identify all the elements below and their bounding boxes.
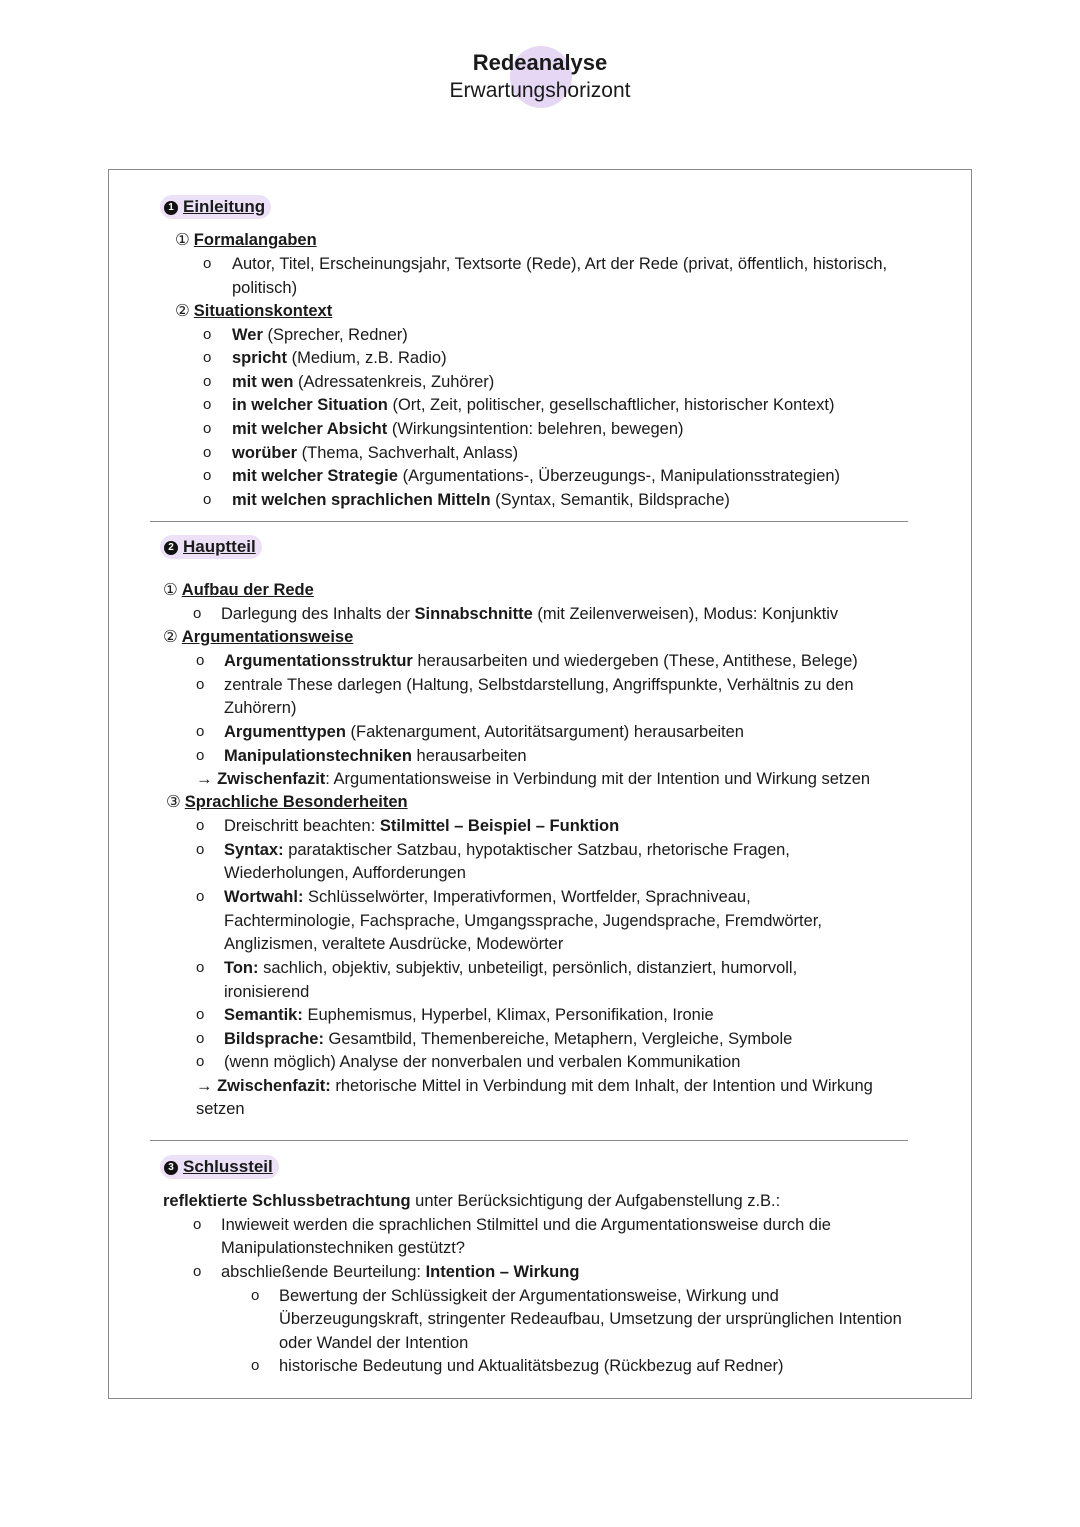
section-divider	[150, 521, 908, 522]
page-title: Redeanalyse	[472, 50, 608, 75]
nested-list-item: historische Bedeutung und Aktualitätsbezug (Rückbezug auf Redner)	[279, 1357, 784, 1375]
list-item-continuation: politisch)	[232, 279, 298, 297]
list-item-continuation: Manipulationstechniken gestützt?	[221, 1239, 465, 1257]
page-subtitle: Erwartungshorizont	[449, 79, 631, 102]
bullet-marker: o	[196, 1006, 205, 1023]
list-item-continuation: ironisierend	[224, 983, 310, 1001]
list-item: Autor, Titel, Erscheinungsjahr, Textsorte (Rede), Art der Rede (privat, öffentlich, historisch,	[232, 255, 888, 273]
bullet-marker: o	[203, 326, 212, 343]
sub-heading-argumentationsweise: ② Argumentationsweise	[163, 628, 354, 646]
sub-heading-formalangaben: ① Formalangaben	[175, 231, 317, 249]
bullet-marker: o	[196, 723, 205, 740]
list-item-continuation: Wiederholungen, Aufforderungen	[224, 864, 466, 882]
bullet-marker: o	[203, 255, 212, 272]
bullet-marker: o	[196, 888, 205, 905]
bullet-marker: o	[196, 841, 205, 858]
list-item: zentrale These darlegen (Haltung, Selbstdarstellung, Angriffspunkte, Verhältnis zu den	[224, 676, 854, 694]
list-item: spricht (Medium, z.B. Radio)	[232, 349, 447, 367]
bullet-marker: o	[203, 444, 212, 461]
list-item: mit welcher Strategie (Argumentations-, Überzeugungs-, Manipulationsstrategien)	[232, 467, 841, 485]
bullet-marker: o	[251, 1287, 260, 1304]
list-item: Semantik: Euphemismus, Hyperbel, Klimax, Personifikation, Ironie	[224, 1006, 714, 1024]
list-item: Syntax: parataktischer Satzbau, hypotaktischer Satzbau, rhetorische Fragen,	[224, 841, 790, 859]
zwischenfazit-continuation: setzen	[196, 1100, 245, 1118]
bullet-marker: o	[203, 373, 212, 390]
list-item: Wer (Sprecher, Redner)	[232, 326, 408, 344]
bullet-marker: o	[203, 467, 212, 484]
list-item: in welcher Situation (Ort, Zeit, politischer, gesellschaftlicher, historischer Kontext)	[232, 396, 835, 414]
list-item: abschließende Beurteilung: Intention – Wirkung	[221, 1263, 580, 1281]
bullet-marker: o	[193, 605, 202, 622]
bullet-marker: o	[203, 420, 212, 437]
list-item: mit welcher Absicht (Wirkungsintention: belehren, bewegen)	[232, 420, 684, 438]
section-label: Schlussteil	[183, 1157, 273, 1176]
sub-heading-sprachliche-besonderheiten: ③ Sprachliche Besonderheiten	[166, 793, 408, 811]
section-heading-einleitung	[160, 195, 271, 219]
section-number-badge: 3	[164, 1161, 178, 1175]
list-item: Manipulationstechniken herausarbeiten	[224, 747, 527, 765]
list-item: Argumentationsstruktur herausarbeiten und wiedergeben (These, Antithese, Belege)	[224, 652, 858, 670]
list-item-continuation: Fachterminologie, Fachsprache, Umgangssprache, Jugendsprache, Fremdwörter,	[224, 912, 822, 930]
bullet-marker: o	[193, 1263, 202, 1280]
bullet-marker: o	[203, 491, 212, 508]
list-item: mit wen (Adressatenkreis, Zuhörer)	[232, 373, 495, 391]
list-item: Ton: sachlich, objektiv, subjektiv, unbeteiligt, persönlich, distanziert, humorvoll,	[224, 959, 798, 977]
zwischenfazit: → Zwischenfazit: rhetorische Mittel in Verbindung mit dem Inhalt, der Intention und Wirkung	[196, 1077, 873, 1095]
nested-list-item-continuation: oder Wandel der Intention	[279, 1334, 469, 1352]
section-label: Hauptteil	[183, 537, 256, 556]
list-item: Inwieweit werden die sprachlichen Stilmittel und die Argumentationsweise durch die	[221, 1216, 831, 1234]
section-number-badge: 1	[164, 201, 178, 215]
bullet-marker: o	[196, 652, 205, 669]
nested-list-item-continuation: Überzeugungskraft, stringenter Redeaufbau, Umsetzung der ursprünglichen Intention	[279, 1310, 902, 1328]
bullet-marker: o	[196, 1053, 205, 1070]
list-item-continuation: Anglizismen, veraltete Ausdrücke, Modewörter	[224, 935, 564, 953]
bullet-marker: o	[193, 1216, 202, 1233]
section-number-badge: 2	[164, 541, 178, 555]
arrow-right-icon: →	[196, 770, 213, 788]
list-item-continuation: Zuhörern)	[224, 699, 297, 717]
list-item: Bildsprache: Gesamtbild, Themenbereiche, Metaphern, Vergleiche, Symbole	[224, 1030, 793, 1048]
bullet-marker: o	[203, 396, 212, 413]
sub-heading-situationskontext: ② Situationskontext	[175, 302, 333, 320]
bullet-marker: o	[196, 959, 205, 976]
list-item: Argumenttypen (Faktenargument, Autoritätsargument) herausarbeiten	[224, 723, 744, 741]
section-label: Einleitung	[183, 197, 266, 216]
bullet-marker: o	[196, 817, 205, 834]
section-divider	[150, 1140, 908, 1141]
bullet-marker: o	[196, 747, 205, 764]
list-item: Wortwahl: Schlüsselwörter, Imperativformen, Wortfelder, Sprachniveau,	[224, 888, 751, 906]
section-heading-hauptteil	[160, 535, 262, 559]
arrow-right-icon: →	[196, 1077, 213, 1095]
nested-list-item: Bewertung der Schlüssigkeit der Argumentationsweise, Wirkung und	[279, 1287, 779, 1305]
list-item: (wenn möglich) Analyse der nonverbalen und verbalen Kommunikation	[224, 1053, 741, 1071]
sub-heading-aufbau: ① Aufbau der Rede	[163, 581, 314, 599]
section-heading-schlussteil	[160, 1155, 279, 1179]
bullet-marker: o	[196, 676, 205, 693]
list-item: mit welchen sprachlichen Mitteln (Syntax, Semantik, Bildsprache)	[232, 491, 730, 509]
zwischenfazit: → Zwischenfazit: Argumentationsweise in Verbindung mit der Intention und Wirkung setzen	[196, 770, 871, 788]
list-item: worüber (Thema, Sachverhalt, Anlass)	[232, 444, 519, 462]
bullet-marker: o	[251, 1357, 260, 1374]
header	[0, 48, 1080, 104]
list-item: Dreischritt beachten: Stilmittel – Beispiel – Funktion	[224, 817, 620, 835]
list-item: Darlegung des Inhalts der Sinnabschnitte (mit Zeilenverweisen), Modus: Konjunktiv	[221, 605, 839, 623]
bullet-marker: o	[203, 349, 212, 366]
schluss-intro: reflektierte Schlussbetrachtung unter Berücksichtigung der Aufgabenstellung z.B.:	[163, 1192, 781, 1210]
bullet-marker: o	[196, 1030, 205, 1047]
